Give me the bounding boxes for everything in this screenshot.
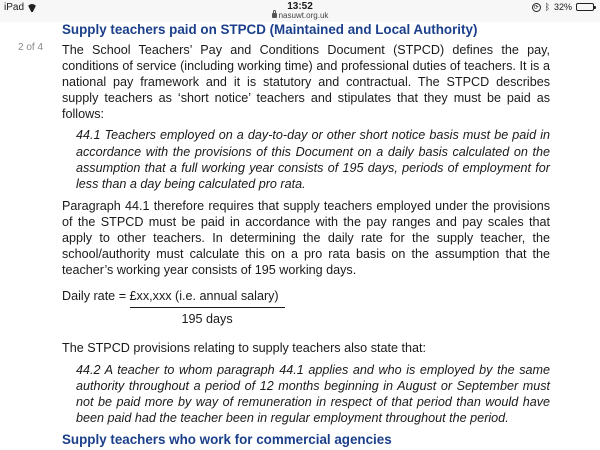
- quote-44-1: 44.1 Teachers employed on a day-to-day or other short notice basis must be paid in accordance with the provisions of this Document on a daily basis calculated on the assumption that a full working year consists of 195 days, periods of employment for less than a day being calculated pro rata.: [76, 128, 550, 191]
- battery-icon: [576, 3, 594, 11]
- status-right: [532, 2, 594, 12]
- orientation-lock-icon: ⟳: [533, 4, 539, 11]
- status-bar: [0, 0, 600, 22]
- lock-icon: [272, 13, 277, 18]
- daily-rate-formula: [62, 288, 550, 327]
- device-label: iPad: [4, 2, 25, 13]
- battery-percent: 32%: [553, 2, 572, 12]
- paragraph-stpcd-intro: The School Teachers’ Pay and Conditions Document (STPCD) defines the pay, conditions of service (including working time) and professional duties of teachers. It is a national pay framework and it is statutory and contractual. The STPCD describes supply teachers as ‘short notice’ teachers and stipulates that they must be paid as follows:: [62, 43, 550, 122]
- clock: 13:52: [287, 1, 313, 12]
- section-heading-stpcd: Supply teachers paid on STPCD (Maintained and Local Authority): [62, 22, 478, 37]
- paragraph-44-1-explanation: Paragraph 44.1 therefore requires that supply teachers employed under the provisions of the STPCD must be paid in accordance with the pay ranges and pay scales that apply to other teachers. In determining the daily rate for the supply teacher, the school/authority must calculate this on a pro rata basis on the assumption that the teacher’s working year consists of 195 working days.: [62, 198, 550, 278]
- quote-44-2: 44.2 A teacher to whom paragraph 44.1 applies and who is employed by the same authority throughout a period of 12 months beginning in August or September must not be paid more by way of remuneration in respect of that period than would have been paid had the teacher been in regular employment throughout the period.: [76, 362, 550, 425]
- article: [62, 22, 550, 448]
- formula-numerator: £xx,xxx (i.e. annual salary): [130, 288, 285, 308]
- paragraph-provisions: The STPCD provisions relating to supply teachers also state that:: [62, 340, 426, 355]
- formula-fraction: [130, 288, 285, 327]
- address-bar[interactable]: [0, 11, 600, 20]
- page-indicator: 2 of 4: [18, 42, 44, 53]
- formula-label: Daily rate =: [62, 289, 130, 304]
- url-text: nasuwt.org.uk: [278, 11, 329, 20]
- formula-denominator: 195 days: [181, 312, 233, 327]
- section-heading-agencies: Supply teachers who work for commercial agencies: [62, 431, 392, 447]
- bluetooth-icon: ᛒ: [544, 2, 550, 12]
